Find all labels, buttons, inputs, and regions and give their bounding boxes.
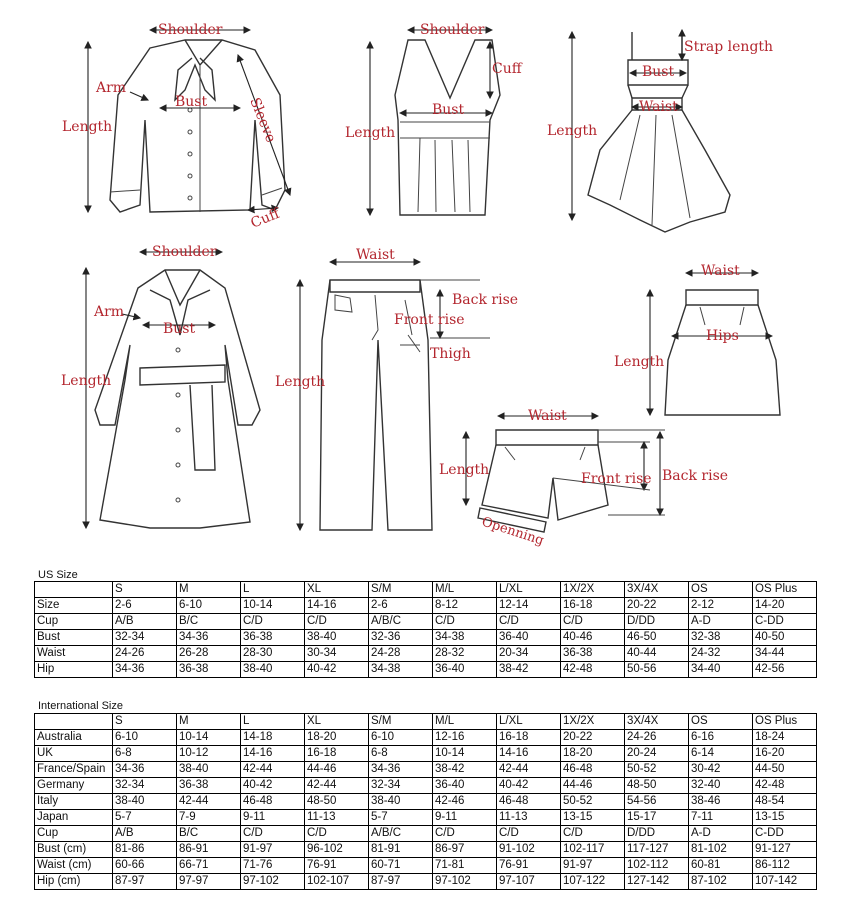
table-cell: 40-44 [625, 646, 689, 662]
blouse-sleeve-label: Sleeve [246, 95, 279, 145]
column-header: S [113, 714, 177, 730]
column-header: 1X/2X [561, 714, 625, 730]
table-cell: 38-40 [113, 794, 177, 810]
row-header: Australia [35, 730, 113, 746]
table-cell: 5-7 [369, 810, 433, 826]
table-cell: C-DD [753, 614, 817, 630]
pants-waist-label: Waist [356, 247, 395, 263]
table-cell: 34-36 [177, 630, 241, 646]
table-row [35, 746, 817, 762]
table-row [35, 662, 817, 678]
row-header: Germany [35, 778, 113, 794]
table-cell: 42-46 [433, 794, 497, 810]
tank-top-diagram [345, 22, 523, 215]
column-header: L [241, 714, 305, 730]
table-cell: 15-17 [625, 810, 689, 826]
table-cell: 40-50 [753, 630, 817, 646]
table-cell: 32-34 [369, 778, 433, 794]
table-cell: 50-56 [625, 662, 689, 678]
table-cell: 18-20 [305, 730, 369, 746]
table-row [35, 730, 817, 746]
table-cell: 13-15 [561, 810, 625, 826]
column-header: XL [305, 714, 369, 730]
table-cell: 38-40 [177, 762, 241, 778]
table-cell: 60-71 [369, 858, 433, 874]
table-cell: 6-14 [689, 746, 753, 762]
column-header: L [241, 582, 305, 598]
table-row [35, 842, 817, 858]
column-header [35, 714, 113, 730]
table-cell: 117-127 [625, 842, 689, 858]
table-cell: 44-46 [561, 778, 625, 794]
table-cell: 40-42 [305, 662, 369, 678]
shorts-length-label: Length [439, 462, 490, 478]
column-header: S/M [369, 582, 433, 598]
table-cell: 13-15 [753, 810, 817, 826]
table-cell: C/D [561, 614, 625, 630]
table-cell: 87-97 [113, 874, 177, 890]
table-cell: 81-102 [689, 842, 753, 858]
row-header: France/Spain [35, 762, 113, 778]
shorts-diagram [439, 408, 728, 549]
table-row [35, 598, 817, 614]
table-cell: 6-16 [689, 730, 753, 746]
column-header: 3X/4X [625, 582, 689, 598]
column-header: OS [689, 714, 753, 730]
table-cell: 42-48 [753, 778, 817, 794]
table-cell: B/C [177, 614, 241, 630]
table-cell: 16-18 [497, 730, 561, 746]
column-header: OS Plus [753, 582, 817, 598]
table-cell: 38-46 [689, 794, 753, 810]
row-header: Waist [35, 646, 113, 662]
blouse-diagram [62, 22, 290, 232]
table-cell: C/D [241, 614, 305, 630]
table-cell: 86-97 [433, 842, 497, 858]
table-cell: 11-13 [305, 810, 369, 826]
table-cell: 24-32 [689, 646, 753, 662]
column-header [35, 582, 113, 598]
dress-waist-label: Waist [639, 99, 678, 115]
row-header: Hip [35, 662, 113, 678]
table-cell: 10-14 [177, 730, 241, 746]
table-cell: 66-71 [177, 858, 241, 874]
table-cell: 6-10 [369, 730, 433, 746]
table-cell: 7-9 [177, 810, 241, 826]
table-row [35, 778, 817, 794]
table-cell: 71-76 [241, 858, 305, 874]
table-cell: 34-36 [113, 762, 177, 778]
table-cell: 14-18 [241, 730, 305, 746]
table-cell: 107-142 [753, 874, 817, 890]
row-header: Hip (cm) [35, 874, 113, 890]
column-header: S [113, 582, 177, 598]
table-cell: 18-20 [561, 746, 625, 762]
table-cell: 20-34 [497, 646, 561, 662]
table-row [35, 794, 817, 810]
table-cell: 60-81 [689, 858, 753, 874]
table-cell: 10-14 [433, 746, 497, 762]
table-cell: 107-122 [561, 874, 625, 890]
table-cell: 34-40 [689, 662, 753, 678]
table-cell: A/B [113, 614, 177, 630]
table-cell: 34-38 [433, 630, 497, 646]
table-cell: 6-8 [113, 746, 177, 762]
table-cell: 81-86 [113, 842, 177, 858]
table-cell: 2-6 [369, 598, 433, 614]
pants-length-label: Length [275, 374, 326, 390]
table-cell: 87-102 [689, 874, 753, 890]
table-cell: 38-40 [241, 662, 305, 678]
column-header: L/XL [497, 582, 561, 598]
table-cell: 40-42 [241, 778, 305, 794]
table-cell: 76-91 [497, 858, 561, 874]
table-cell: 14-16 [305, 598, 369, 614]
table-cell: 38-40 [369, 794, 433, 810]
table-cell: 2-6 [113, 598, 177, 614]
table-cell: 42-44 [497, 762, 561, 778]
table-cell: 96-102 [305, 842, 369, 858]
table-cell: 28-30 [241, 646, 305, 662]
table-cell: 36-38 [241, 630, 305, 646]
table-cell: 20-22 [561, 730, 625, 746]
table-cell: C-DD [753, 826, 817, 842]
table-cell: 36-40 [433, 778, 497, 794]
table-cell: C/D [305, 614, 369, 630]
table-cell: 36-40 [433, 662, 497, 678]
table-cell: 36-38 [561, 646, 625, 662]
column-header: XL [305, 582, 369, 598]
coat-bust-label: Bust [163, 321, 196, 337]
table-cell: 50-52 [561, 794, 625, 810]
table-cell: 26-28 [177, 646, 241, 662]
dress-diagram [547, 30, 773, 232]
table-cell: C/D [433, 826, 497, 842]
table-header-row [35, 582, 817, 598]
skirt-waist-label: Waist [701, 263, 740, 279]
table-cell: 24-26 [113, 646, 177, 662]
table-cell: 10-14 [241, 598, 305, 614]
tank-length-label: Length [345, 125, 396, 141]
table-cell: 44-46 [305, 762, 369, 778]
table-cell: 28-32 [433, 646, 497, 662]
table-row [35, 646, 817, 662]
table-cell: 102-117 [561, 842, 625, 858]
table-cell: 97-102 [433, 874, 497, 890]
pants-back-rise-label: Back rise [452, 292, 519, 308]
table-cell: 18-24 [753, 730, 817, 746]
table-cell: 38-42 [433, 762, 497, 778]
tank-bust-label: Bust [432, 102, 465, 118]
table-cell: 71-81 [433, 858, 497, 874]
table-cell: 36-38 [177, 778, 241, 794]
table-cell: B/C [177, 826, 241, 842]
table-cell: 6-10 [113, 730, 177, 746]
skirt-hips-label: Hips [706, 328, 739, 344]
table-cell: A-D [689, 614, 753, 630]
row-header: Japan [35, 810, 113, 826]
table-cell: 54-56 [625, 794, 689, 810]
table-cell: 42-44 [241, 762, 305, 778]
table-row [35, 810, 817, 826]
row-header: Italy [35, 794, 113, 810]
table-cell: 38-40 [305, 630, 369, 646]
table-cell: 16-18 [561, 598, 625, 614]
table-cell: 16-20 [753, 746, 817, 762]
column-header: 1X/2X [561, 582, 625, 598]
table-cell: D/DD [625, 826, 689, 842]
table-cell: 36-38 [177, 662, 241, 678]
table-cell: 91-102 [497, 842, 561, 858]
coat-length-label: Length [61, 373, 112, 389]
pants-diagram [275, 247, 518, 530]
table-cell: 42-44 [177, 794, 241, 810]
table-cell: 9-11 [433, 810, 497, 826]
table-cell: A/B [113, 826, 177, 842]
table-cell: C/D [241, 826, 305, 842]
table-cell: 2-12 [689, 598, 753, 614]
column-header: OS [689, 582, 753, 598]
table-row [35, 630, 817, 646]
table-cell: 30-42 [689, 762, 753, 778]
table-cell: D/DD [625, 614, 689, 630]
table-cell: 9-11 [241, 810, 305, 826]
table-cell: 32-34 [113, 630, 177, 646]
table-cell: 34-36 [369, 762, 433, 778]
dress-length-label: Length [547, 123, 598, 139]
column-header: M/L [433, 714, 497, 730]
table-cell: 42-56 [753, 662, 817, 678]
shorts-back-rise-label: Back rise [662, 468, 729, 484]
shorts-front-rise-label: Front rise [581, 471, 652, 487]
table-cell: 34-44 [753, 646, 817, 662]
table-cell: 32-34 [113, 778, 177, 794]
international-size-title: International Size [38, 700, 123, 712]
column-header: L/XL [497, 714, 561, 730]
table-cell: 30-34 [305, 646, 369, 662]
pants-front-rise-label: Front rise [394, 312, 465, 328]
table-cell: 91-127 [753, 842, 817, 858]
table-cell: 7-11 [689, 810, 753, 826]
table-cell: C/D [497, 614, 561, 630]
table-cell: 46-48 [241, 794, 305, 810]
table-cell: 36-40 [497, 630, 561, 646]
tank-shoulder-label: Shoulder [420, 22, 485, 38]
table-row [35, 614, 817, 630]
table-cell: 48-54 [753, 794, 817, 810]
table-cell: 14-16 [241, 746, 305, 762]
blouse-length-label: Length [62, 119, 113, 135]
table-cell: 97-107 [497, 874, 561, 890]
table-cell: 102-112 [625, 858, 689, 874]
column-header: M [177, 582, 241, 598]
table-cell: 81-91 [369, 842, 433, 858]
table-cell: 12-14 [497, 598, 561, 614]
row-header: Bust [35, 630, 113, 646]
table-cell: 20-22 [625, 598, 689, 614]
international-size-table [34, 713, 817, 890]
row-header: Bust (cm) [35, 842, 113, 858]
table-cell: 46-50 [625, 630, 689, 646]
table-row [35, 826, 817, 842]
blouse-arm-label: Arm [96, 80, 127, 96]
table-cell: 50-52 [625, 762, 689, 778]
table-cell: 48-50 [625, 778, 689, 794]
table-cell: 38-42 [497, 662, 561, 678]
table-cell: 32-38 [689, 630, 753, 646]
table-cell: 24-28 [369, 646, 433, 662]
row-header: Waist (cm) [35, 858, 113, 874]
table-cell: 102-107 [305, 874, 369, 890]
table-cell: 46-48 [561, 762, 625, 778]
table-cell: 97-97 [177, 874, 241, 890]
coat-diagram [61, 244, 260, 528]
table-cell: C/D [305, 826, 369, 842]
table-cell: 34-36 [113, 662, 177, 678]
table-cell: 46-48 [497, 794, 561, 810]
table-cell: 76-91 [305, 858, 369, 874]
table-cell: C/D [433, 614, 497, 630]
table-cell: 91-97 [241, 842, 305, 858]
table-cell: 20-24 [625, 746, 689, 762]
table-cell: 42-44 [305, 778, 369, 794]
table-cell: 16-18 [305, 746, 369, 762]
table-cell: C/D [497, 826, 561, 842]
column-header: M/L [433, 582, 497, 598]
table-cell: 48-50 [305, 794, 369, 810]
tank-cuff-label: Cuff [492, 61, 522, 77]
table-cell: 14-16 [497, 746, 561, 762]
skirt-diagram [614, 263, 780, 415]
table-row [35, 762, 817, 778]
shorts-waist-label: Waist [528, 408, 567, 424]
table-cell: 97-102 [241, 874, 305, 890]
coat-arm-label: Arm [94, 304, 125, 320]
table-cell: 32-40 [689, 778, 753, 794]
table-cell: 60-66 [113, 858, 177, 874]
table-cell: C/D [561, 826, 625, 842]
blouse-shoulder-label: Shoulder [158, 22, 223, 38]
table-cell: 6-10 [177, 598, 241, 614]
table-cell: 12-16 [433, 730, 497, 746]
table-cell: 32-36 [369, 630, 433, 646]
column-header: 3X/4X [625, 714, 689, 730]
table-header-row [35, 714, 817, 730]
blouse-bust-label: Bust [175, 94, 208, 110]
table-cell: 42-48 [561, 662, 625, 678]
table-cell: 24-26 [625, 730, 689, 746]
table-cell: 10-12 [177, 746, 241, 762]
table-cell: 40-42 [497, 778, 561, 794]
table-cell: 34-38 [369, 662, 433, 678]
table-cell: A/B/C [369, 614, 433, 630]
table-row [35, 874, 817, 890]
table-cell: 40-46 [561, 630, 625, 646]
table-cell: A/B/C [369, 826, 433, 842]
us-size-table [34, 581, 817, 678]
table-cell: 44-50 [753, 762, 817, 778]
table-cell: 87-97 [369, 874, 433, 890]
row-header: Cup [35, 614, 113, 630]
table-cell: 127-142 [625, 874, 689, 890]
table-cell: 86-91 [177, 842, 241, 858]
coat-shoulder-label: Shoulder [152, 244, 217, 260]
column-header: M [177, 714, 241, 730]
us-size-title: US Size [38, 569, 78, 581]
skirt-length-label: Length [614, 354, 665, 370]
row-header: Cup [35, 826, 113, 842]
table-row [35, 858, 817, 874]
row-header: UK [35, 746, 113, 762]
dress-strap-length-label: Strap length [684, 39, 774, 55]
pants-thigh-label: Thigh [430, 346, 471, 362]
column-header: S/M [369, 714, 433, 730]
table-cell: A-D [689, 826, 753, 842]
table-cell: 5-7 [113, 810, 177, 826]
blouse-cuff-label: Cuff [248, 205, 283, 232]
table-cell: 11-13 [497, 810, 561, 826]
table-cell: 6-8 [369, 746, 433, 762]
table-cell: 86-112 [753, 858, 817, 874]
table-cell: 14-20 [753, 598, 817, 614]
dress-bust-label: Bust [642, 64, 675, 80]
table-cell: 8-12 [433, 598, 497, 614]
table-cell: 91-97 [561, 858, 625, 874]
shorts-openning-label: Openning [479, 514, 546, 549]
column-header: OS Plus [753, 714, 817, 730]
row-header: Size [35, 598, 113, 614]
